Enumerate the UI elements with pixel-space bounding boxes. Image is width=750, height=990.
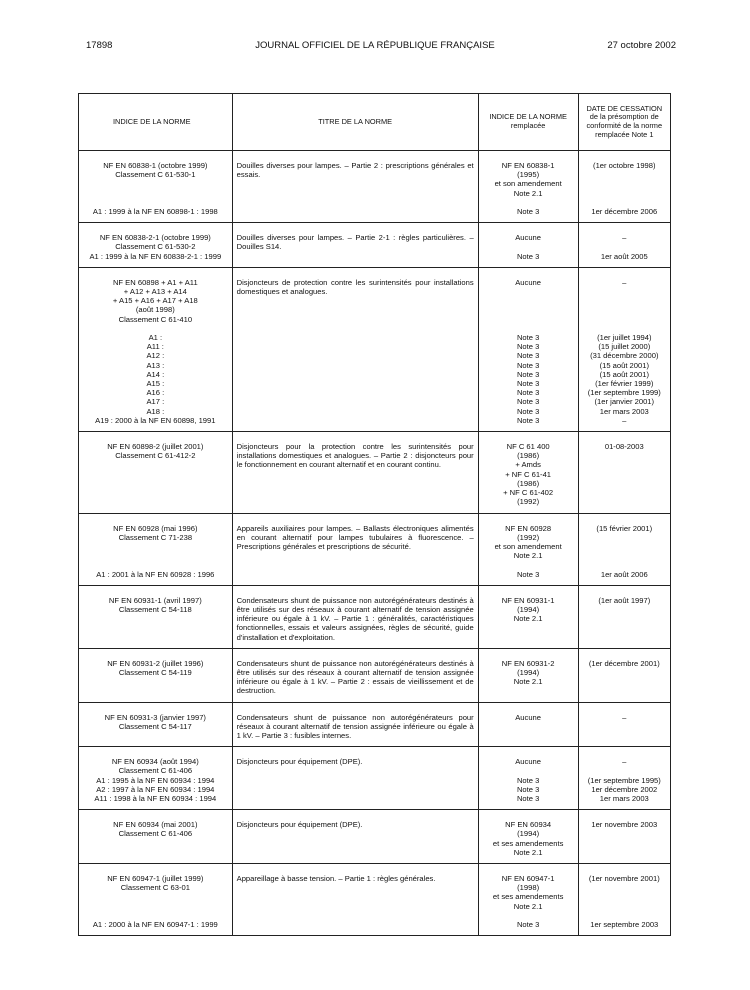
date-cell-line: (15 août 2001) <box>599 360 649 370</box>
remplacee-cell <box>478 267 578 431</box>
remplacee-cell-line: (1986) <box>517 451 540 461</box>
indice-cell-line: Classement C 61-406 <box>118 829 193 839</box>
date-cell-line: (1er septembre 1995) <box>587 775 661 785</box>
date-cell-line <box>583 911 666 920</box>
date-cell-line: – <box>622 277 627 287</box>
date-cell-line: 1er novembre 2003 <box>591 820 658 830</box>
date-cell-line: (1er octobre 1998) <box>593 161 656 170</box>
remplacee-cell-line: (1995) <box>517 170 540 180</box>
remplacee-cell-line <box>483 911 574 920</box>
table-row <box>79 223 671 268</box>
indice-cell-line: A1 : 2000 à la NF EN 60947-1 : 1999 <box>92 920 218 929</box>
remplacee-cell-line: Note 3 <box>516 920 540 929</box>
column-header-date-cessation: DATE DE CESSATION de la présomption de conformité de la norme remplacée Note 1 <box>578 94 670 151</box>
date-cell <box>578 267 670 431</box>
remplacee-cell <box>478 151 578 223</box>
remplacee-cell-line: Note 2.1 <box>513 551 543 561</box>
table-row <box>79 648 671 702</box>
remplacee-cell-line <box>483 242 574 251</box>
indice-cell-line: A16 : <box>146 388 165 398</box>
remplacee-cell-line: (1992) <box>517 532 540 542</box>
indice-cell <box>79 267 233 431</box>
table-row <box>79 747 671 810</box>
standards-table <box>78 93 671 936</box>
indice-cell <box>79 810 233 864</box>
remplacee-cell-line <box>483 296 574 305</box>
date-cell-line <box>583 315 666 324</box>
indice-cell-line: NF EN 60931-1 (avril 1997) <box>108 595 202 605</box>
date-cell <box>578 702 670 747</box>
indice-cell-line <box>83 189 228 198</box>
indice-cell-line: NF EN 60934 (mai 2001) <box>113 820 198 830</box>
indice-cell-line: + A15 + A16 + A17 + A18 <box>112 296 198 306</box>
remplacee-cell-line: et ses amendements <box>492 892 564 902</box>
remplacee-cell-line: Note 3 <box>516 397 540 407</box>
date-cell-line <box>583 189 666 198</box>
indice-cell-line: (août 1998) <box>135 305 175 315</box>
remplacee-cell <box>478 585 578 648</box>
indice-cell-line: A12 : <box>146 351 165 361</box>
date-cell-line: (1er février 1999) <box>595 379 654 389</box>
date-cell-line <box>583 892 666 901</box>
indice-cell-line: NF EN 60898 + A1 + A11 <box>112 277 198 287</box>
table-row <box>79 585 671 648</box>
indice-cell-line: A14 : <box>146 369 165 379</box>
indice-cell-line: Classement C 63-01 <box>120 883 190 893</box>
table-body <box>79 151 671 936</box>
remplacee-cell-line: et ses amendements <box>492 838 564 848</box>
table-row <box>79 267 671 431</box>
remplacee-cell-line: Note 3 <box>516 775 540 785</box>
remplacee-cell-line: Note 3 <box>516 333 540 343</box>
date-cell-line: (31 décembre 2000) <box>590 351 659 361</box>
titre-cell: Douilles diverses pour lampes. – Partie 2-1 : règles particulières. – Douilles S14. <box>232 223 478 268</box>
remplacee-cell-line: + NF C 61-41 <box>505 469 552 479</box>
date-cell-line: (1er juillet 1994) <box>597 333 652 343</box>
remplacee-cell-line <box>483 198 574 207</box>
publication-date: 27 octobre 2002 <box>607 40 676 51</box>
remplacee-cell-line <box>483 324 574 333</box>
date-cell-line <box>583 902 666 911</box>
remplacee-cell-line: Note 3 <box>516 406 540 416</box>
table-row <box>79 702 671 747</box>
indice-cell-line: Classement C 61-406 <box>118 766 193 776</box>
date-cell-line <box>583 883 666 892</box>
table-row <box>79 432 671 513</box>
date-cell <box>578 863 670 935</box>
date-cell <box>578 747 670 810</box>
indice-cell <box>79 863 233 935</box>
indice-cell-line: A11 : <box>146 342 164 352</box>
indice-cell-line: Classement C 71-238 <box>118 532 193 542</box>
remplacee-cell-line: + NF C 61-402 <box>503 488 554 498</box>
remplacee-cell-line <box>483 560 574 569</box>
date-cell-line: (15 juillet 2000) <box>598 342 651 352</box>
indice-cell-line <box>83 198 228 207</box>
remplacee-cell-line: Aucune <box>515 712 541 722</box>
date-cell <box>578 810 670 864</box>
remplacee-cell <box>478 810 578 864</box>
remplacee-cell-line: Note 3 <box>516 342 540 352</box>
remplacee-cell-line: Note 3 <box>516 369 540 379</box>
titre-cell: Condensateurs shunt de puissance non autorégénérateurs destinés à être utilisés sur des réseaux à courant alternatif de tension assignée inférieure ou égale à 1 kV. – Partie 1 : généralités, caractéristiques fonctionnelles, essais et valeurs assignées, règles de sécurité, guide d'installation et d'exploitation. <box>232 585 478 648</box>
date-cell-line <box>583 766 666 775</box>
date-cell-line <box>583 542 666 551</box>
date-cell-line: (1er septembre 1999) <box>587 388 661 398</box>
titre-cell: Douilles diverses pour lampes. – Partie 2 : prescriptions générales et essais. <box>232 151 478 223</box>
column-header-titre: TITRE DE LA NORME <box>232 94 478 151</box>
date-cell-line <box>583 179 666 188</box>
indice-cell-line: NF EN 60934 (août 1994) <box>111 757 199 767</box>
indice-cell-line: Classement C 54-119 <box>118 667 192 677</box>
remplacee-cell-line: Aucune <box>515 757 541 767</box>
indice-cell-line: NF EN 60898-2 (juillet 2001) <box>107 442 204 452</box>
date-cell-line <box>583 198 666 207</box>
remplacee-cell-line: NF EN 60947-1 <box>501 873 555 883</box>
indice-cell-line <box>83 911 228 920</box>
indice-cell <box>79 648 233 702</box>
date-cell-line: – <box>622 712 627 722</box>
indice-cell-line <box>83 902 228 911</box>
indice-cell-line <box>83 892 228 901</box>
indice-cell <box>79 702 233 747</box>
indice-cell-line: NF EN 60947-1 (juillet 1999) <box>107 873 204 883</box>
date-cell-line: 1er août 2006 <box>600 569 648 579</box>
date-cell-line: 1er septembre 2003 <box>590 920 659 929</box>
date-cell-line <box>583 305 666 314</box>
date-cell-line: 1er août 2005 <box>600 251 648 261</box>
date-cell-line: (15 février 2001) <box>596 523 653 533</box>
date-cell-line <box>583 242 666 251</box>
column-header-indice: INDICE DE LA NORME <box>79 94 233 151</box>
remplacee-cell-line: (1998) <box>517 883 540 893</box>
remplacee-cell-line: et son amendement <box>494 541 562 551</box>
indice-cell <box>79 223 233 268</box>
titre-cell: Appareillage à basse tension. – Partie 1 : règles générales. <box>232 863 478 935</box>
date-cell-line <box>583 533 666 542</box>
indice-cell-line: A13 : <box>146 360 165 370</box>
date-cell <box>578 648 670 702</box>
remplacee-cell-line: Note 3 <box>516 379 540 389</box>
journal-title: JOURNAL OFFICIEL DE LA RÉPUBLIQUE FRANÇAISE <box>255 40 495 51</box>
indice-cell-line: NF EN 60838-1 (octobre 1999) <box>103 161 208 170</box>
remplacee-cell-line: NF C 61 400 <box>506 442 550 452</box>
date-cell-line: 1er décembre 2002 <box>591 784 658 794</box>
indice-cell-line: NF EN 60928 (mai 1996) <box>113 523 198 533</box>
date-cell <box>578 151 670 223</box>
indice-cell-line: A19 : 2000 à la NF EN 60898, 1991 <box>95 415 216 425</box>
remplacee-cell-line <box>483 287 574 296</box>
titre-cell: Disjoncteurs de protection contre les surintensités pour installations domestiques et analogues. <box>232 267 478 431</box>
indice-cell-line: A15 : <box>146 379 165 389</box>
indice-cell <box>79 432 233 513</box>
indice-cell-line: Classement C 61-530-2 <box>115 242 196 252</box>
remplacee-cell-line: Note 2.1 <box>513 847 543 857</box>
remplacee-cell <box>478 648 578 702</box>
column-header-remplacee: INDICE DE LA NORME remplacée <box>478 94 578 151</box>
remplacee-cell-line: Note 3 <box>516 569 540 579</box>
date-cell <box>578 513 670 585</box>
indice-cell-line: Classement C 61-530-1 <box>115 170 196 180</box>
remplacee-cell <box>478 747 578 810</box>
indice-cell-line: A17 : <box>146 397 165 407</box>
date-cell-line: (1er août 1997) <box>598 595 651 605</box>
indice-cell <box>79 747 233 810</box>
date-cell-line: 1er mars 2003 <box>599 793 649 803</box>
remplacee-cell-line: Note 3 <box>516 784 540 794</box>
date-cell-line <box>583 170 666 179</box>
remplacee-cell-line: + Amds <box>515 460 541 470</box>
indice-cell-line: Classement C 54-117 <box>118 721 192 731</box>
date-cell <box>578 585 670 648</box>
remplacee-cell-line: Note 2.1 <box>513 901 543 911</box>
remplacee-cell-line: NF EN 60931-1 <box>501 595 555 605</box>
remplacee-cell-line: Note 3 <box>516 793 540 803</box>
date-cell-line <box>583 287 666 296</box>
remplacee-cell-line: NF EN 60928 <box>505 523 552 533</box>
indice-cell-line <box>83 324 228 333</box>
date-cell-line: 01-08-2003 <box>604 442 644 452</box>
indice-cell-line: Classement C 61-412-2 <box>115 451 196 461</box>
remplacee-cell-line: (1994) <box>517 829 540 839</box>
date-cell-line <box>583 296 666 305</box>
date-cell-line: 1er mars 2003 <box>599 406 649 416</box>
remplacee-cell <box>478 863 578 935</box>
remplacee-cell-line: Note 3 <box>516 360 540 370</box>
indice-cell-line: A2 : 1997 à la NF EN 60934 : 1994 <box>96 784 215 794</box>
titre-cell: Disjoncteurs pour équipement (DPE). <box>232 747 478 810</box>
date-cell-line: 1er décembre 2006 <box>591 207 658 217</box>
table-header-row <box>79 94 671 151</box>
remplacee-cell-line <box>483 766 574 775</box>
remplacee-cell <box>478 702 578 747</box>
indice-cell-line <box>83 551 228 560</box>
indice-cell-line <box>83 542 228 551</box>
date-cell-line: – <box>622 233 627 243</box>
remplacee-cell-line: (1986) <box>517 478 540 488</box>
remplacee-cell-line: Aucune <box>515 277 541 287</box>
indice-cell-line: A1 : <box>148 333 163 343</box>
page-number: 17898 <box>86 40 113 51</box>
date-cell-line <box>583 551 666 560</box>
indice-cell-line: + A12 + A13 + A14 <box>123 287 187 297</box>
remplacee-cell-line <box>483 315 574 324</box>
titre-cell: Disjoncteurs pour la protection contre les surintensités pour installations domestiques et analogues. – Partie 2 : disjoncteurs pour le fonctionnement en courant alternatif et en courant continu. <box>232 432 478 513</box>
remplacee-cell <box>478 513 578 585</box>
remplacee-cell <box>478 432 578 513</box>
indice-cell-line <box>83 560 228 569</box>
remplacee-cell <box>478 223 578 268</box>
date-cell-line: (1er novembre 2001) <box>588 873 660 883</box>
indice-cell-line: NF EN 60931-2 (juillet 1996) <box>107 658 204 668</box>
titre-cell: Appareils auxiliaires pour lampes. – Ballasts électroniques alimentés en courant alternatif pour lampes tubulaires à fluorescence. – Prescriptions générales et prescriptions de sécurité. <box>232 513 478 585</box>
date-cell-line <box>583 560 666 569</box>
remplacee-cell-line: Note 3 <box>516 388 540 398</box>
date-cell-line: – <box>622 757 627 767</box>
table-row <box>79 863 671 935</box>
titre-cell: Disjoncteurs pour équipement (DPE). <box>232 810 478 864</box>
date-cell <box>578 223 670 268</box>
table-row <box>79 513 671 585</box>
indice-cell-line: A1 : 1999 à la NF EN 60838-2-1 : 1999 <box>89 251 222 261</box>
remplacee-cell-line: (1994) <box>517 667 540 677</box>
titre-cell: Condensateurs shunt de puissance non autorégénérateurs pour réseaux à courant alternatif de tension assignée inférieure ou égale à 1 kV. – Partie 3 : fusibles internes. <box>232 702 478 747</box>
remplacee-cell-line: Note 2.1 <box>513 677 543 687</box>
remplacee-cell-line: Note 3 <box>516 207 540 217</box>
date-cell-line: (15 août 2001) <box>599 369 649 379</box>
date-cell-line: (1er décembre 2001) <box>588 658 660 668</box>
indice-cell-line: NF EN 60838-2-1 (octobre 1999) <box>99 233 211 243</box>
remplacee-cell-line: (1992) <box>517 497 540 507</box>
indice-cell <box>79 513 233 585</box>
indice-cell-line: A1 : 1995 à la NF EN 60934 : 1994 <box>96 775 215 785</box>
remplacee-cell-line: (1994) <box>517 604 540 614</box>
indice-cell-line <box>83 179 228 188</box>
remplacee-cell-line: Note 2.1 <box>513 188 543 198</box>
indice-cell <box>79 585 233 648</box>
remplacee-cell-line: NF EN 60931-2 <box>501 658 555 668</box>
remplacee-cell-line <box>483 305 574 314</box>
date-cell-line: – <box>622 415 627 425</box>
remplacee-cell-line: Note 3 <box>516 415 540 425</box>
indice-cell-line: Classement C 61-410 <box>118 314 193 324</box>
remplacee-cell-line: Note 2.1 <box>513 614 543 624</box>
date-cell-line: (1er janvier 2001) <box>594 397 655 407</box>
remplacee-cell-line: NF EN 60838-1 <box>501 161 555 170</box>
date-cell <box>578 432 670 513</box>
remplacee-cell-line: Note 3 <box>516 251 540 261</box>
indice-cell-line: Classement C 54-118 <box>118 604 192 614</box>
remplacee-cell-line: Note 3 <box>516 351 540 361</box>
indice-cell-line: A11 : 1998 à la NF EN 60934 : 1994 <box>94 793 217 803</box>
table-row <box>79 151 671 223</box>
table-row <box>79 810 671 864</box>
remplacee-cell-line: et son amendement <box>494 179 562 189</box>
titre-cell: Condensateurs shunt de puissance non autorégénérateurs destinés à être utilisés sur des réseaux à courant alternatif de tension assignée inférieure ou égale à 1 kV. – Partie 2 : essais de vieillissement et de destruction. <box>232 648 478 702</box>
remplacee-cell-line: NF EN 60934 <box>505 820 552 830</box>
indice-cell-line: A1 : 2001 à la NF EN 60928 : 1996 <box>96 569 215 579</box>
remplacee-cell-line: Aucune <box>515 233 541 243</box>
indice-cell-line: A18 : <box>146 406 165 416</box>
date-cell-line <box>583 324 666 333</box>
indice-cell <box>79 151 233 223</box>
indice-cell-line: A1 : 1999 à la NF EN 60898-1 : 1998 <box>92 207 218 217</box>
indice-cell-line: NF EN 60931-3 (janvier 1997) <box>104 712 206 722</box>
